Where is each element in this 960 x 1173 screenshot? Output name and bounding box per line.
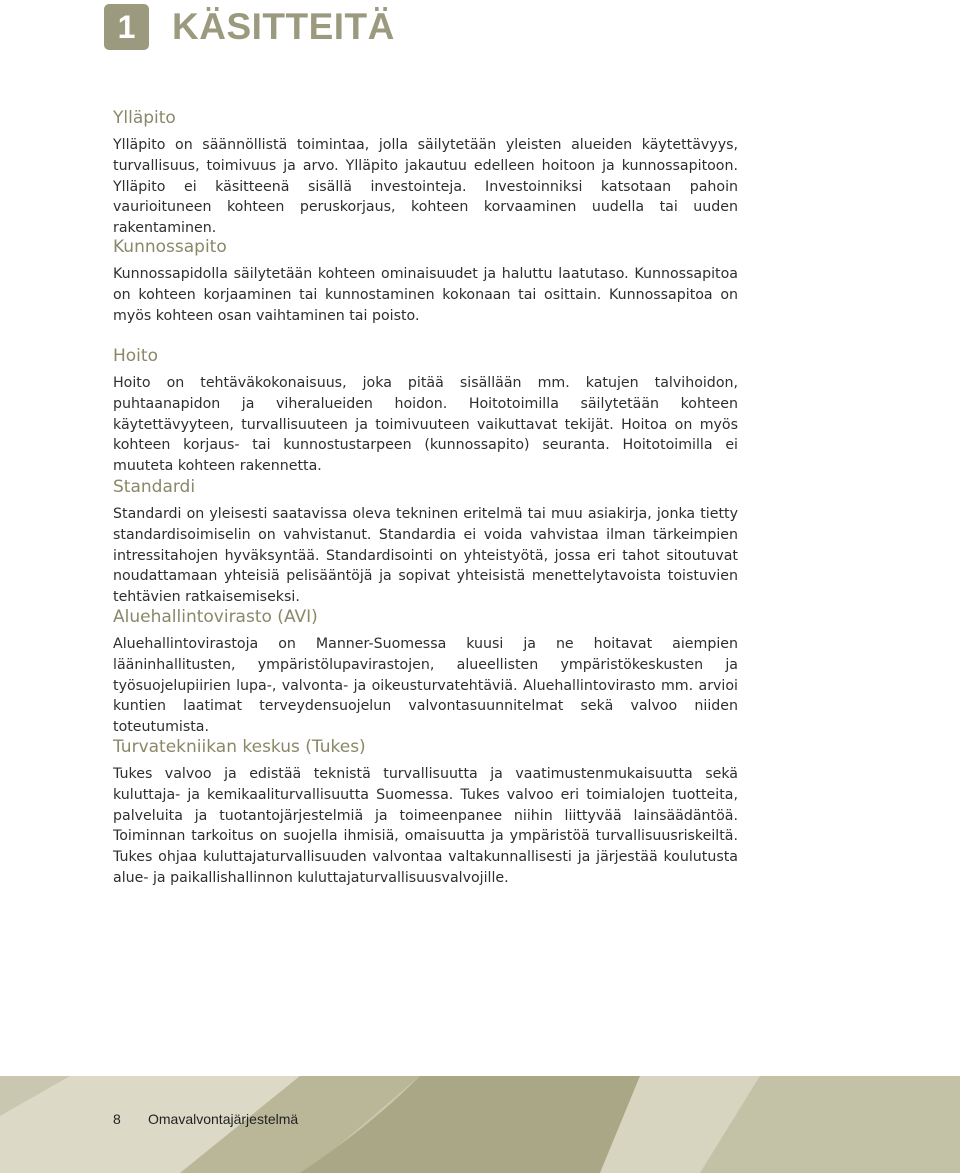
section-body: Tukes valvoo ja edistää teknistä turvallisuutta ja vaatimustenmukaisuutta sekä kuluttaja- ja kemikaaliturvallisuutta Suomessa. Tukes valvoo eri toimialojen tuotteita, palveluita ja tuotantojärjestelmiä ja toimeenpanee niihin liittyvää lainsäädäntöä. Toiminnan tarkoitus on suojella ihmisiä, omaisuutta ja ympäristöä turvallisuusriskeiltä. Tukes ohjaa kuluttajaturvallisuuden valvontaa valtakunnallisesti ja järjestää koulutusta alue- ja paikallishallinnon kuluttajaturvallisuusvalvojille. [113, 766, 738, 886]
section-body: Ylläpito on säännöllistä toimintaa, jolla säilytetään yleisten alueiden käytettävyys, turvallisuus, toimivuus ja arvo. Ylläpito jakautuu edelleen hoitoon ja kunnossapitoon. Ylläpito ei käsitteenä sisällä investointeja. Investoinniksi katsotaan pahoin vaurioituneen kohteen peruskorjaus, kohteen korvaaminen uudella tai uuden rakentaminen. [113, 137, 738, 237]
section-hoito [113, 345, 738, 477]
section-body: Standardi on yleisesti saatavissa oleva tekninen eritelmä tai muu asiakirja, jonka tietty standardisoimiselin on vahvistanut. Standardia ei voida vahvistaa ilman tärkeimpien intressitahojen hyväksyntää. Standardisointi on yhteistyötä, jossa eri tahot sitoutuvat noudattamaan yhteisiä pelisääntöjä ja sopivat yhteisistä menettelytavoista toistuvien tehtävien ratkaisemiseksi. [113, 506, 738, 606]
section-kunnossapito [113, 236, 738, 326]
footer-band [0, 1076, 960, 1173]
section-standardi [113, 476, 738, 608]
page-number: 8 [113, 1111, 121, 1127]
section-tukes [113, 736, 738, 889]
section-body: Kunnossapidolla säilytetään kohteen ominaisuudet ja haluttu laatutaso. Kunnossapitoa on kohteen korjaaminen tai kunnostaminen kokonaan tai osittain. Kunnossapitoa on myös kohteen osan vaihtaminen tai poisto. [113, 266, 738, 324]
section-yllapito [113, 107, 738, 239]
document-title: Omavalvontajärjestelmä [148, 1111, 299, 1127]
footer-decoration [0, 1076, 960, 1173]
section-heading: Aluehallintovirasto (AVI) [113, 607, 318, 627]
section-body: Hoito on tehtäväkokonaisuus, joka pitää sisällään mm. katujen talvihoidon, puhtaanapidon ja viheralueiden hoidon. Hoitotoimilla säilytetään kohteen käytettävyyteen, turvallisuuteen ja toimivuuteen vaikuttavat tekijät. Hoitoa on myös kohteen korjaus- tai kunnostustarpeen (kunnossapito) seuranta. Hoitotoimilla ei muuteta kohteen rakennetta. [113, 375, 738, 475]
section-heading: Kunnossapito [113, 237, 227, 257]
section-heading: Ylläpito [113, 108, 176, 128]
section-heading: Turvatekniikan keskus (Tukes) [113, 737, 366, 757]
chapter-header [104, 4, 395, 50]
chapter-number-badge: 1 [104, 4, 149, 50]
section-avi [113, 606, 738, 738]
section-body: Aluehallintovirastoja on Manner-Suomessa kuusi ja ne hoitavat aiempien lääninhallitusten, ympäristölupavirastojen, alueellisten ympäristökeskusten ja työsuojelupiirien lupa-, valvonta- ja oikeusturvatehtäviä. Aluehallintovirasto mm. arvioi kuntien laatimat terveydensuojelun valvontasuunnitelmat sekä valvoo niiden toteutumista. [113, 636, 738, 736]
section-heading: Hoito [113, 346, 158, 366]
section-heading: Standardi [113, 477, 196, 497]
chapter-title: KÄSITTEITÄ [172, 6, 395, 47]
